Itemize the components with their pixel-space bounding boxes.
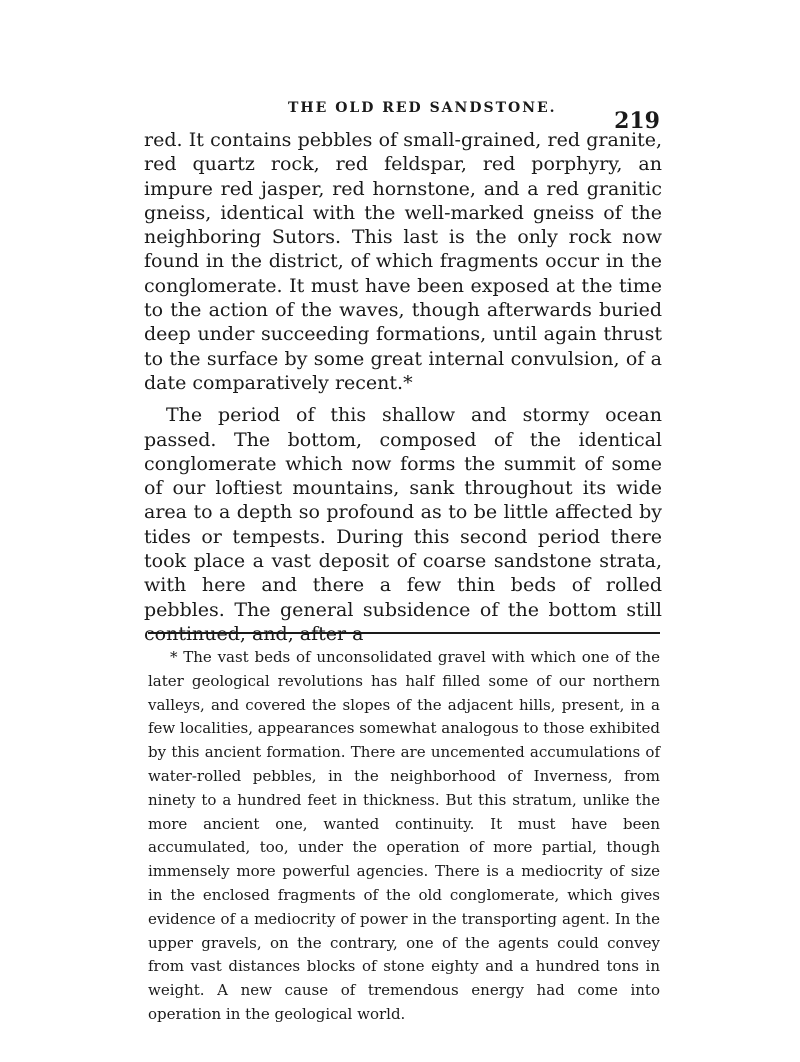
body-text [144,128,662,646]
footnote-rule [148,632,660,634]
footnote [148,646,660,1027]
page-number: 219 [614,108,660,134]
paragraph-1: red. It contains pebbles of small-grained, red granite, red quartz rock, red feldspar, red porphyry, an impure red jasper, red hornstone, and a red granitic gneiss, identical with the well-marked gneiss of the neighboring Sutors. This last is the only rock now found in the district, of which fragments occur in the conglomerate. It must have been exposed at the time to the action of the waves, though afterwards buried deep under succeeding formations, until again thrust to the surface by some great internal convulsion, of a date comparatively recent.* [144,129,662,394]
paragraph-2: The period of this shallow and stormy ocean passed. The bottom, composed of the identical conglomerate which now forms the summit of some of our loftiest mountains, sank throughout its wide area to a depth so profound as to be little affected by tides or tempests. During this second period there took place a vast deposit of coarse sandstone strata, with here and there a few thin beds of rolled pebbles. The general subsidence of the bottom still continued, and, after a [144,404,662,645]
footnote-text: * The vast beds of unconsolidated gravel with which one of the later geological revolutions has half filled some of our northern valleys, and covered the slopes of the adjacent hills, present, in a few localities, appearances somewhat analogous to those exhibited by this ancient formation. There are uncemented accumulations of water-rolled pebbles, in the neighborhood of Inverness, from ninety to a hundred feet in thickness. But this stratum, unlike the more ancient one, wanted continuity. It must have been accumulated, too, under the operation of more partial, though immensely more powerful agencies. There is a mediocrity of size in the enclosed fragments of the old conglomerate, which gives evidence of a mediocrity of power in the transporting agent. In the upper gravels, on the contrary, one of the agents could convey from vast distances blocks of stone eighty and a hundred tons in weight. A new cause of tremendous energy had come into operation in the geological world. [148,648,661,1023]
running-title: THE OLD RED SANDSTONE. [288,100,557,116]
running-head [140,92,660,132]
